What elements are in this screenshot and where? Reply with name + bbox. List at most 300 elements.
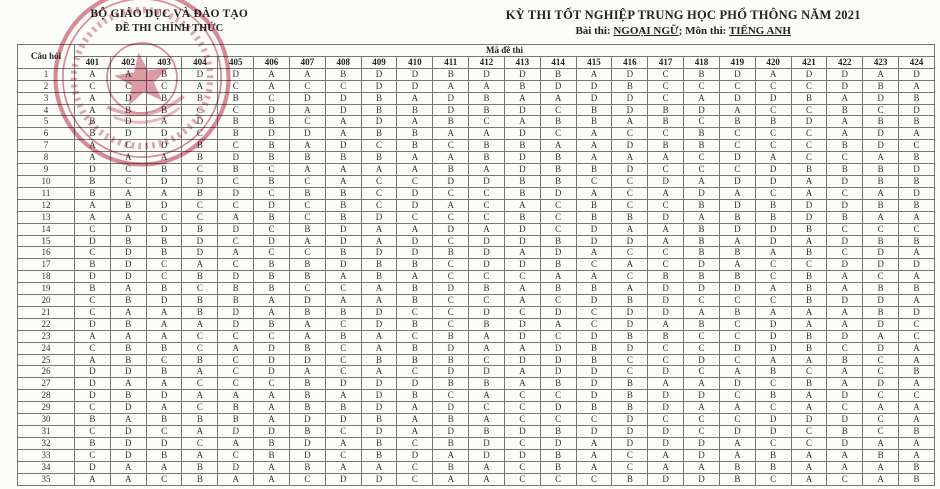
answer-cell-q4-code401: A	[75, 104, 111, 116]
answer-cell-q23-code419: C	[719, 330, 755, 342]
answer-cell-q12-code405: C	[218, 199, 254, 211]
answer-cell-q25-code421: A	[791, 354, 827, 366]
answer-cell-q6-code402: D	[110, 128, 146, 140]
answer-cell-q30-code410: A	[397, 414, 433, 426]
answer-cell-q8-code405: D	[218, 152, 254, 164]
answer-cell-q31-code414: B	[540, 426, 576, 438]
answer-cell-q5-code424: B	[899, 116, 935, 128]
answer-cell-q24-code408: C	[325, 342, 361, 354]
answer-cell-q4-code408: D	[325, 104, 361, 116]
answer-cell-q13-code419: B	[719, 211, 755, 223]
answer-cell-q24-code418: C	[684, 342, 720, 354]
answer-cell-q22-code418: B	[684, 318, 720, 330]
answer-cell-q19-code403: B	[146, 283, 182, 295]
answer-cell-q26-code420: B	[755, 366, 791, 378]
question-number: 31	[18, 426, 75, 438]
answer-cell-q35-code406: A	[254, 473, 290, 485]
answer-cell-q22-code404: A	[182, 318, 218, 330]
answer-cell-q24-code412: A	[469, 342, 505, 354]
answer-cell-q7-code403: D	[146, 140, 182, 152]
answer-cell-q26-code417: D	[648, 366, 684, 378]
answer-cell-q16-code416: C	[612, 247, 648, 259]
answer-cell-q35-code413: C	[504, 473, 540, 485]
answer-cell-q16-code415: A	[576, 247, 612, 259]
answer-cell-q33-code409: B	[361, 449, 397, 461]
answer-cell-q34-code404: B	[182, 461, 218, 473]
answer-cell-q2-code402: C	[110, 80, 146, 92]
answer-cell-q31-code420: D	[755, 426, 791, 438]
answer-cell-q9-code413: D	[504, 164, 540, 176]
answer-cell-q3-code419: D	[719, 92, 755, 104]
answer-cell-q31-code417: D	[648, 426, 684, 438]
answer-cell-q20-code414: C	[540, 295, 576, 307]
answer-cell-q34-code416: C	[612, 461, 648, 473]
answer-cell-q34-code407: B	[289, 461, 325, 473]
answer-cell-q23-code405: C	[218, 330, 254, 342]
answer-cell-q25-code402: B	[110, 354, 146, 366]
exam-code-407: 407	[289, 56, 325, 68]
answer-cell-q15-code407: A	[289, 235, 325, 247]
answer-cell-q30-code415: C	[576, 414, 612, 426]
answer-cell-q17-code418: D	[684, 259, 720, 271]
answer-cell-q13-code411: C	[433, 211, 469, 223]
question-number: 30	[18, 414, 75, 426]
answer-cell-q5-code414: B	[540, 116, 576, 128]
answer-cell-q19-code422: A	[827, 283, 863, 295]
answer-cell-q34-code424: B	[899, 461, 935, 473]
answer-cell-q15-code401: D	[75, 235, 111, 247]
answer-cell-q35-code423: A	[863, 473, 899, 485]
answer-row-6	[18, 128, 935, 140]
answer-cell-q17-code404: A	[182, 259, 218, 271]
answer-cell-q1-code409: D	[361, 68, 397, 80]
answer-cell-q30-code413: C	[504, 414, 540, 426]
question-number: 8	[18, 152, 75, 164]
answer-cell-q32-code424: A	[899, 437, 935, 449]
issuing-authority-block	[0, 7, 338, 39]
answer-cell-q35-code421: A	[791, 473, 827, 485]
answer-cell-q5-code408: A	[325, 116, 361, 128]
answer-cell-q18-code413: C	[504, 271, 540, 283]
answer-row-24	[18, 342, 935, 354]
answer-cell-q23-code409: A	[361, 330, 397, 342]
answer-cell-q17-code408: D	[325, 259, 361, 271]
question-number: 17	[18, 259, 75, 271]
answer-cell-q27-code405: C	[218, 378, 254, 390]
official-exam-label: ĐỀ THI CHÍNH THỨC	[115, 23, 224, 35]
answer-cell-q11-code419: A	[719, 187, 755, 199]
ministry-name: BỘ GIÁO DỤC VÀ ĐÀO TẠO	[90, 8, 249, 20]
answer-cell-q33-code410: D	[397, 449, 433, 461]
answer-cell-q14-code413: D	[504, 223, 540, 235]
answer-cell-q4-code405: C	[218, 104, 254, 116]
answer-cell-q25-code419: C	[719, 354, 755, 366]
answer-cell-q32-code416: D	[612, 437, 648, 449]
answer-cell-q32-code411: B	[433, 437, 469, 449]
answer-cell-q10-code406: B	[254, 175, 290, 187]
answer-cell-q30-code409: B	[361, 414, 397, 426]
question-number: 22	[18, 318, 75, 330]
answer-cell-q34-code411: B	[433, 461, 469, 473]
answer-cell-q33-code415: A	[576, 449, 612, 461]
answer-cell-q23-code417: B	[648, 330, 684, 342]
answer-cell-q24-code420: D	[755, 342, 791, 354]
exam-code-416: 416	[612, 56, 648, 68]
answer-cell-q23-code411: B	[433, 330, 469, 342]
answer-row-7	[18, 140, 935, 152]
answer-cell-q7-code423: D	[863, 140, 899, 152]
answer-cell-q2-code404: A	[182, 80, 218, 92]
answer-cell-q7-code404: B	[182, 140, 218, 152]
answer-cell-q22-code405: D	[218, 318, 254, 330]
answer-cell-q14-code419: D	[719, 223, 755, 235]
answer-cell-q16-code413: A	[504, 247, 540, 259]
answer-cell-q8-code401: A	[75, 152, 111, 164]
answer-cell-q9-code420: D	[755, 164, 791, 176]
answer-cell-q18-code422: A	[827, 271, 863, 283]
answer-row-35	[18, 473, 935, 485]
answer-cell-q35-code422: C	[827, 473, 863, 485]
answer-cell-q3-code410: A	[397, 92, 433, 104]
answer-cell-q25-code408: C	[325, 354, 361, 366]
answer-cell-q34-code408: A	[325, 461, 361, 473]
answer-cell-q30-code405: B	[218, 414, 254, 426]
answer-cell-q13-code401: A	[75, 211, 111, 223]
answer-cell-q1-code414: B	[540, 68, 576, 80]
answer-cell-q14-code405: D	[218, 223, 254, 235]
answer-cell-q5-code417: B	[648, 116, 684, 128]
answer-cell-q17-code423: D	[863, 259, 899, 271]
answer-cell-q26-code405: C	[218, 366, 254, 378]
answer-cell-q7-code411: C	[433, 140, 469, 152]
table-header-row-1	[18, 45, 935, 57]
answer-cell-q20-code403: D	[146, 295, 182, 307]
answer-cell-q11-code401: B	[75, 187, 111, 199]
answer-cell-q3-code406: C	[254, 92, 290, 104]
answer-cell-q8-code424: B	[899, 152, 935, 164]
answer-cell-q30-code406: A	[254, 414, 290, 426]
answer-row-33	[18, 449, 935, 461]
answer-cell-q30-code408: D	[325, 414, 361, 426]
question-number: 27	[18, 378, 75, 390]
answer-cell-q17-code415: C	[576, 259, 612, 271]
answer-cell-q7-code405: C	[218, 140, 254, 152]
answer-cell-q8-code406: B	[254, 152, 290, 164]
answer-cell-q4-code406: D	[254, 104, 290, 116]
answer-cell-q20-code419: C	[719, 295, 755, 307]
answer-cell-q7-code406: B	[254, 140, 290, 152]
answer-cell-q13-code414: C	[540, 211, 576, 223]
answer-cell-q22-code401: D	[75, 318, 111, 330]
answer-cell-q24-code404: C	[182, 342, 218, 354]
answer-cell-q28-code422: D	[827, 390, 863, 402]
answer-cell-q20-code401: C	[75, 295, 111, 307]
question-number: 16	[18, 247, 75, 259]
answer-cell-q10-code417: D	[648, 175, 684, 187]
answer-cell-q29-code418: A	[684, 402, 720, 414]
answer-key-table	[17, 44, 935, 486]
question-number: 32	[18, 437, 75, 449]
answer-cell-q14-code410: A	[397, 223, 433, 235]
answer-cell-q22-code421: A	[791, 318, 827, 330]
answer-cell-q28-code416: B	[612, 390, 648, 402]
answer-cell-q21-code410: C	[397, 306, 433, 318]
answer-cell-q20-code417: D	[648, 295, 684, 307]
answer-cell-q15-code421: A	[791, 235, 827, 247]
answer-cell-q17-code407: B	[289, 259, 325, 271]
answer-cell-q7-code409: C	[361, 140, 397, 152]
answer-cell-q34-code415: A	[576, 461, 612, 473]
answer-cell-q11-code417: A	[648, 187, 684, 199]
answer-cell-q26-code413: A	[504, 366, 540, 378]
answer-cell-q11-code423: A	[863, 187, 899, 199]
answer-cell-q29-code421: A	[791, 402, 827, 414]
answer-cell-q27-code401: D	[75, 378, 111, 390]
exam-code-406: 406	[254, 56, 290, 68]
answer-cell-q28-code421: A	[791, 390, 827, 402]
answer-cell-q34-code401: D	[75, 461, 111, 473]
answer-cell-q19-code406: B	[254, 283, 290, 295]
answer-cell-q19-code413: A	[504, 283, 540, 295]
answer-cell-q2-code423: B	[863, 80, 899, 92]
question-number: 28	[18, 390, 75, 402]
answer-cell-q5-code403: A	[146, 116, 182, 128]
answer-row-22	[18, 318, 935, 330]
answer-cell-q35-code403: C	[146, 473, 182, 485]
answer-cell-q14-code409: A	[361, 223, 397, 235]
answer-cell-q6-code401: B	[75, 128, 111, 140]
answer-cell-q35-code405: A	[218, 473, 254, 485]
answer-cell-q22-code402: B	[110, 318, 146, 330]
answer-cell-q1-code401: A	[75, 68, 111, 80]
answer-row-5	[18, 116, 935, 128]
exam-subject-prefix: Bài thi:	[575, 25, 614, 38]
answer-cell-q34-code406: A	[254, 461, 290, 473]
answer-cell-q19-code412: B	[469, 283, 505, 295]
answer-cell-q5-code422: A	[827, 116, 863, 128]
answer-cell-q23-code420: D	[755, 330, 791, 342]
answer-cell-q13-code409: D	[361, 211, 397, 223]
answer-cell-q11-code410: D	[397, 187, 433, 199]
answer-cell-q28-code409: D	[361, 390, 397, 402]
answer-cell-q25-code423: C	[863, 354, 899, 366]
answer-cell-q23-code410: C	[397, 330, 433, 342]
answer-cell-q16-code402: D	[110, 247, 146, 259]
answer-cell-q15-code405: C	[218, 235, 254, 247]
exam-code-402: 402	[110, 56, 146, 68]
answer-cell-q25-code403: C	[146, 354, 182, 366]
answer-cell-q5-code410: A	[397, 116, 433, 128]
answer-cell-q18-code403: C	[146, 271, 182, 283]
answer-cell-q21-code406: A	[254, 306, 290, 318]
answer-cell-q25-code401: A	[75, 354, 111, 366]
answer-cell-q13-code406: B	[254, 211, 290, 223]
answer-cell-q21-code402: A	[110, 306, 146, 318]
answer-cell-q17-code411: C	[433, 259, 469, 271]
answer-cell-q3-code412: B	[469, 92, 505, 104]
answer-row-34	[18, 461, 935, 473]
answer-cell-q4-code423: C	[863, 104, 899, 116]
answer-cell-q25-code412: C	[469, 354, 505, 366]
answer-cell-q5-code416: A	[612, 116, 648, 128]
answer-cell-q16-code417: C	[648, 247, 684, 259]
answer-cell-q32-code406: B	[254, 437, 290, 449]
answer-cell-q33-code412: D	[469, 449, 505, 461]
answer-cell-q34-code410: C	[397, 461, 433, 473]
answer-cell-q24-code403: B	[146, 342, 182, 354]
answer-cell-q23-code402: A	[110, 330, 146, 342]
answer-cell-q29-code423: A	[863, 402, 899, 414]
answer-cell-q26-code401: D	[75, 366, 111, 378]
answer-cell-q15-code420: D	[755, 235, 791, 247]
answer-cell-q7-code413: B	[504, 140, 540, 152]
answer-cell-q24-code421: B	[791, 342, 827, 354]
answer-cell-q22-code406: B	[254, 318, 290, 330]
answer-cell-q10-code409: C	[361, 175, 397, 187]
answer-cell-q35-code419: B	[719, 473, 755, 485]
answer-cell-q29-code411: D	[433, 402, 469, 414]
answer-cell-q33-code422: A	[827, 449, 863, 461]
answer-cell-q35-code407: C	[289, 473, 325, 485]
answer-cell-q24-code410: B	[397, 342, 433, 354]
answer-cell-q12-code404: C	[182, 199, 218, 211]
answer-cell-q12-code409: C	[361, 199, 397, 211]
answer-cell-q19-code401: B	[75, 283, 111, 295]
answer-cell-q11-code409: C	[361, 187, 397, 199]
answer-cell-q20-code412: C	[469, 295, 505, 307]
answer-cell-q11-code407: B	[289, 187, 325, 199]
answer-cell-q16-code407: C	[289, 247, 325, 259]
answer-cell-q22-code417: A	[648, 318, 684, 330]
answer-cell-q9-code423: B	[863, 164, 899, 176]
answer-cell-q31-code424: B	[899, 426, 935, 438]
answer-cell-q25-code406: D	[254, 354, 290, 366]
answer-cell-q3-code411: D	[433, 92, 469, 104]
answer-cell-q6-code406: D	[254, 128, 290, 140]
answer-cell-q12-code401: A	[75, 199, 111, 211]
answer-cell-q11-code414: D	[540, 187, 576, 199]
answer-cell-q9-code417: C	[648, 164, 684, 176]
answer-cell-q27-code417: A	[648, 378, 684, 390]
answer-cell-q21-code423: B	[863, 306, 899, 318]
answer-cell-q4-code419: A	[719, 104, 755, 116]
answer-cell-q25-code409: B	[361, 354, 397, 366]
answer-cell-q31-code418: C	[684, 426, 720, 438]
answer-cell-q12-code418: B	[684, 199, 720, 211]
answer-cell-q1-code417: C	[648, 68, 684, 80]
answer-cell-q24-code409: A	[361, 342, 397, 354]
answer-cell-q24-code423: D	[863, 342, 899, 354]
answer-row-31	[18, 426, 935, 438]
answer-cell-q10-code402: C	[110, 175, 146, 187]
answer-cell-q34-code423: A	[863, 461, 899, 473]
answer-cell-q12-code417: C	[648, 199, 684, 211]
answer-cell-q26-code407: A	[289, 366, 325, 378]
answer-cell-q30-code418: C	[684, 414, 720, 426]
answer-cell-q29-code407: B	[289, 402, 325, 414]
answer-cell-q10-code412: D	[469, 175, 505, 187]
answer-cell-q30-code421: D	[791, 414, 827, 426]
question-number: 2	[18, 80, 75, 92]
answer-cell-q1-code413: D	[504, 68, 540, 80]
answer-cell-q17-code417: C	[648, 259, 684, 271]
answer-cell-q2-code417: C	[648, 80, 684, 92]
answer-cell-q24-code407: B	[289, 342, 325, 354]
answer-cell-q24-code424: A	[899, 342, 935, 354]
answer-cell-q32-code422: D	[827, 437, 863, 449]
answer-cell-q14-code411: D	[433, 223, 469, 235]
exam-code-414: 414	[540, 56, 576, 68]
answer-cell-q4-code420: C	[755, 104, 791, 116]
answer-row-26	[18, 366, 935, 378]
answer-cell-q33-code421: A	[791, 449, 827, 461]
answer-cell-q2-code422: D	[827, 80, 863, 92]
answer-cell-q27-code404: C	[182, 378, 218, 390]
answer-cell-q14-code424: C	[899, 223, 935, 235]
answer-cell-q21-code405: D	[218, 306, 254, 318]
answer-cell-q31-code422: B	[827, 426, 863, 438]
answer-cell-q4-code417: B	[648, 104, 684, 116]
answer-cell-q12-code413: A	[504, 199, 540, 211]
answer-cell-q23-code424: C	[899, 330, 935, 342]
answer-cell-q28-code415: D	[576, 390, 612, 402]
answer-cell-q30-code416: D	[612, 414, 648, 426]
question-number: 5	[18, 116, 75, 128]
answer-row-16	[18, 247, 935, 259]
answer-row-4	[18, 104, 935, 116]
answer-cell-q33-code402: D	[110, 449, 146, 461]
answer-cell-q8-code408: B	[325, 152, 361, 164]
answer-cell-q20-code402: B	[110, 295, 146, 307]
answer-cell-q15-code423: B	[863, 235, 899, 247]
answer-cell-q24-code414: D	[540, 342, 576, 354]
answer-cell-q26-code419: A	[719, 366, 755, 378]
answer-cell-q11-code422: C	[827, 187, 863, 199]
answer-cell-q23-code421: B	[791, 330, 827, 342]
answer-cell-q10-code408: A	[325, 175, 361, 187]
answer-cell-q24-code416: D	[612, 342, 648, 354]
answer-cell-q34-code409: A	[361, 461, 397, 473]
answer-cell-q27-code414: B	[540, 378, 576, 390]
answer-cell-q2-code419: C	[719, 80, 755, 92]
answer-cell-q9-code419: C	[719, 164, 755, 176]
answer-cell-q28-code404: A	[182, 390, 218, 402]
answer-cell-q12-code408: B	[325, 199, 361, 211]
answer-cell-q19-code405: B	[218, 283, 254, 295]
answer-cell-q6-code413: D	[504, 128, 540, 140]
answer-cell-q12-code411: A	[433, 199, 469, 211]
answer-cell-q5-code415: B	[576, 116, 612, 128]
answer-cell-q2-code418: C	[684, 80, 720, 92]
exam-code-417: 417	[648, 56, 684, 68]
answer-cell-q27-code420: C	[755, 378, 791, 390]
answer-cell-q29-code412: C	[469, 402, 505, 414]
answer-cell-q14-code407: B	[289, 223, 325, 235]
answer-cell-q18-code402: D	[110, 271, 146, 283]
answer-cell-q20-code408: A	[325, 295, 361, 307]
answer-cell-q14-code417: A	[648, 223, 684, 235]
answer-cell-q10-code413: B	[504, 175, 540, 187]
answer-cell-q8-code416: A	[612, 152, 648, 164]
answer-cell-q26-code422: A	[827, 366, 863, 378]
answer-cell-q13-code422: B	[827, 211, 863, 223]
answer-cell-q13-code415: B	[576, 211, 612, 223]
answer-cell-q31-code402: D	[110, 426, 146, 438]
answer-cell-q19-code407: C	[289, 283, 325, 295]
question-number: 23	[18, 330, 75, 342]
answer-cell-q16-code419: B	[719, 247, 755, 259]
answer-cell-q16-code412: D	[469, 247, 505, 259]
